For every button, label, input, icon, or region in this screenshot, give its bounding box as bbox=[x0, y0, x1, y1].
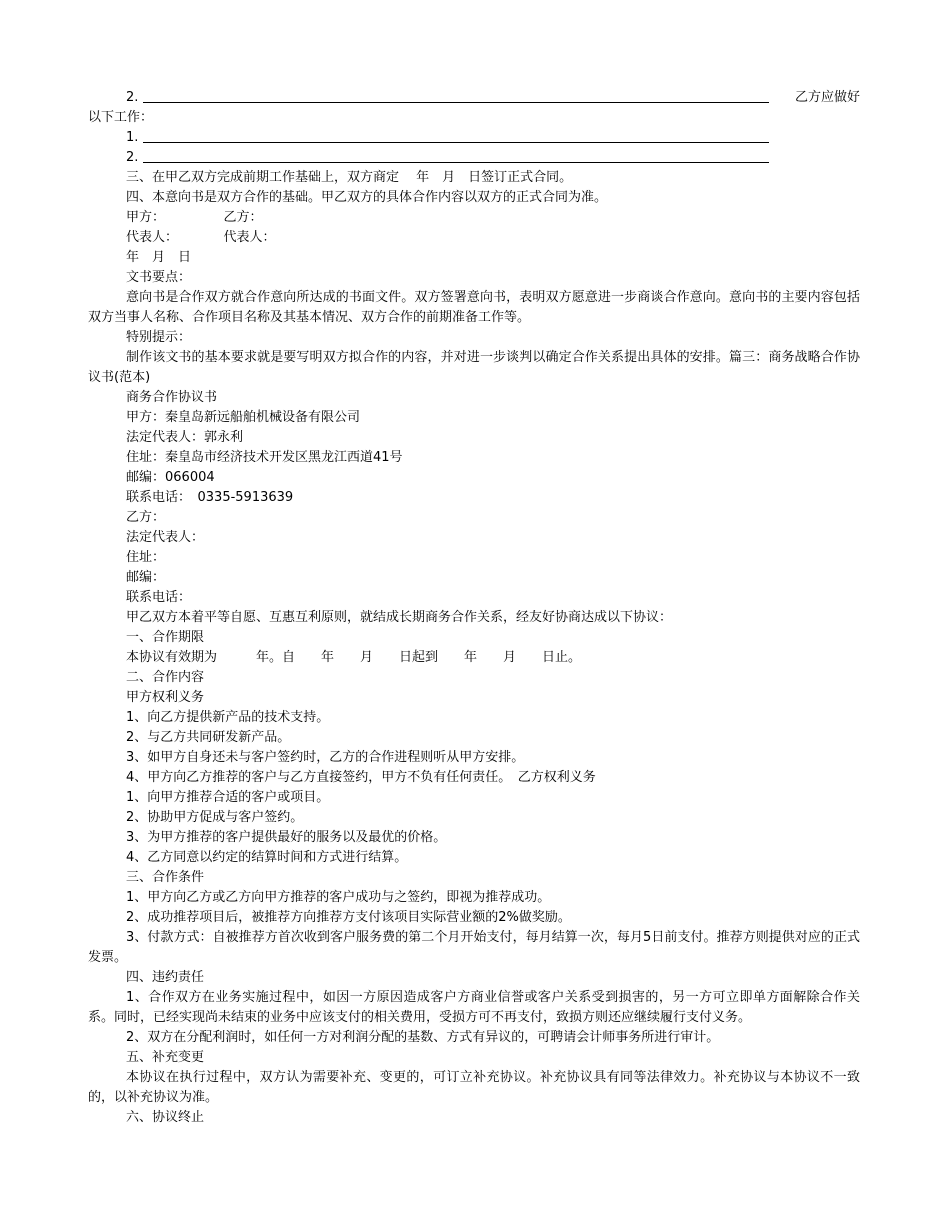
signature-parties: 甲方： 乙方： bbox=[126, 210, 263, 225]
section-heading: 文书要点： bbox=[126, 270, 192, 285]
list-item: 4、乙方同意以约定的结算时间和方式进行结算。 bbox=[126, 850, 408, 865]
item-number: 1. bbox=[126, 130, 139, 145]
document-title: 商务合作协议书 bbox=[126, 390, 218, 405]
list-item: 2、协助甲方促成与客户签约。 bbox=[126, 810, 304, 825]
section-heading: 一、合作期限 bbox=[126, 630, 205, 645]
section-heading: 三、合作条件 bbox=[126, 870, 205, 885]
list-item: 2、成功推荐项目后，被推荐方向推荐方支付该项目实际营业额的2%做奖励。 bbox=[126, 910, 571, 925]
list-item: 4、甲方向乙方推荐的客户与乙方直接签约，甲方不负有任何责任。 乙方权利义务 bbox=[126, 770, 596, 785]
sub-heading: 甲方权利义务 bbox=[126, 690, 205, 705]
clause-four: 四、本意向书是双方合作的基础。甲乙双方的具体合作内容以双方的正式合同为准。 bbox=[126, 190, 608, 205]
term-clause: 本协议有效期为 年。自 年 月 日起到 年 月 日止。 bbox=[126, 650, 582, 665]
clause-three: 三、在甲乙双方完成前期工作基础上，双方商定 年 月 日签订正式合同。 bbox=[126, 170, 573, 185]
party-b-name: 乙方： bbox=[126, 510, 166, 525]
list-item: 3、如甲方自身还未与客户签约时，乙方的合作进程则听从甲方安排。 bbox=[126, 750, 525, 765]
list-item: 1、向甲方推荐合适的客户或项目。 bbox=[126, 790, 330, 805]
party-a-legal-rep: 法定代表人：郭永利 bbox=[126, 430, 244, 445]
section-heading: 五、补充变更 bbox=[126, 1050, 205, 1065]
party-a-address: 住址：秦皇岛市经济技术开发区黑龙江西道41号 bbox=[126, 450, 403, 465]
party-a-phone: 联系电话： 0335-5913639 bbox=[126, 490, 294, 505]
paragraph: 本协议在执行过程中，双方认为需要补充、变更的，可订立补充协议。补充协议具有同等法律效力。补充协议与本协议不一致的，以补充协议为准。 bbox=[88, 1070, 860, 1105]
list-item: 2、与乙方共同研发新产品。 bbox=[126, 730, 291, 745]
fill-in-blank-line bbox=[143, 142, 769, 143]
signature-representatives: 代表人： 代表人： bbox=[126, 230, 276, 245]
blank-line-row-1 bbox=[88, 128, 860, 148]
party-b-legal-rep: 法定代表人： bbox=[126, 530, 205, 545]
fill-in-blank-line bbox=[143, 162, 769, 163]
item-number: 2. bbox=[126, 150, 139, 165]
section-heading: 四、违约责任 bbox=[126, 970, 205, 985]
item-number: 2. bbox=[126, 90, 139, 105]
list-item: 1、甲方向乙方或乙方向甲方推荐的客户成功与之签约，即视为推荐成功。 bbox=[126, 890, 551, 905]
list-item: 3、为甲方推荐的客户提供最好的服务以及最优的价格。 bbox=[126, 830, 447, 845]
section-heading: 二、合作内容 bbox=[126, 670, 205, 685]
paragraph: 意向书是合作双方就合作意向所达成的书面文件。双方签署意向书，表明双方愿意进一步商谈合作意向。意向书的主要内容包括双方当事人名称、合作项目名称及其基本情况、双方合作的前期准备工作等。 bbox=[88, 290, 860, 325]
section-heading: 特别提示： bbox=[126, 330, 192, 345]
party-a-postcode: 邮编：066004 bbox=[126, 470, 215, 485]
party-b-postcode: 邮编： bbox=[126, 570, 166, 585]
line-tail-text: 乙方应做好 bbox=[794, 90, 860, 105]
fill-in-blank-line bbox=[143, 102, 769, 103]
document-page bbox=[88, 88, 860, 1128]
list-item: 2、双方在分配利润时，如任何一方对利润分配的基数、方式有异议的，可聘请会计师事务所进行审计。 bbox=[126, 1030, 720, 1045]
list-item: 3、付款方式：自被推荐方首次收到客户服务费的第二个月开始支付，每月结算一次，每月5日前支付。推荐方则提供对应的正式发票。 bbox=[88, 930, 860, 965]
paragraph: 制作该文书的基本要求就是要写明双方拟合作的内容，并对进一步谈判以确定合作关系提出具体的安排。篇三：商务战略合作协议书(范本) bbox=[88, 350, 860, 385]
party-b-phone: 联系电话： bbox=[126, 590, 192, 605]
blank-line-row-2 bbox=[88, 88, 860, 108]
list-item: 1、合作双方在业务实施过程中，如因一方原因造成客户方商业信誉或客户关系受到损害的，另一方可立即单方面解除合作关系。同时，已经实现尚未结束的业务中应该支付的相关费用，受损方可不再支付，致损方则还应继续履行支付义务。 bbox=[88, 990, 860, 1025]
paragraph-line: 以下工作： bbox=[88, 110, 154, 125]
list-item: 1、向乙方提供新产品的技术支持。 bbox=[126, 710, 330, 725]
section-heading: 六、协议终止 bbox=[126, 1110, 205, 1125]
party-b-address: 住址： bbox=[126, 550, 166, 565]
blank-line-row-2b bbox=[88, 148, 860, 168]
preamble: 甲乙双方本着平等自愿、互惠互利原则，就结成长期商务合作关系，经友好协商达成以下协议： bbox=[126, 610, 673, 625]
signature-date: 年 月 日 bbox=[126, 250, 192, 265]
party-a-name: 甲方：秦皇岛新远船舶机械设备有限公司 bbox=[126, 410, 361, 425]
